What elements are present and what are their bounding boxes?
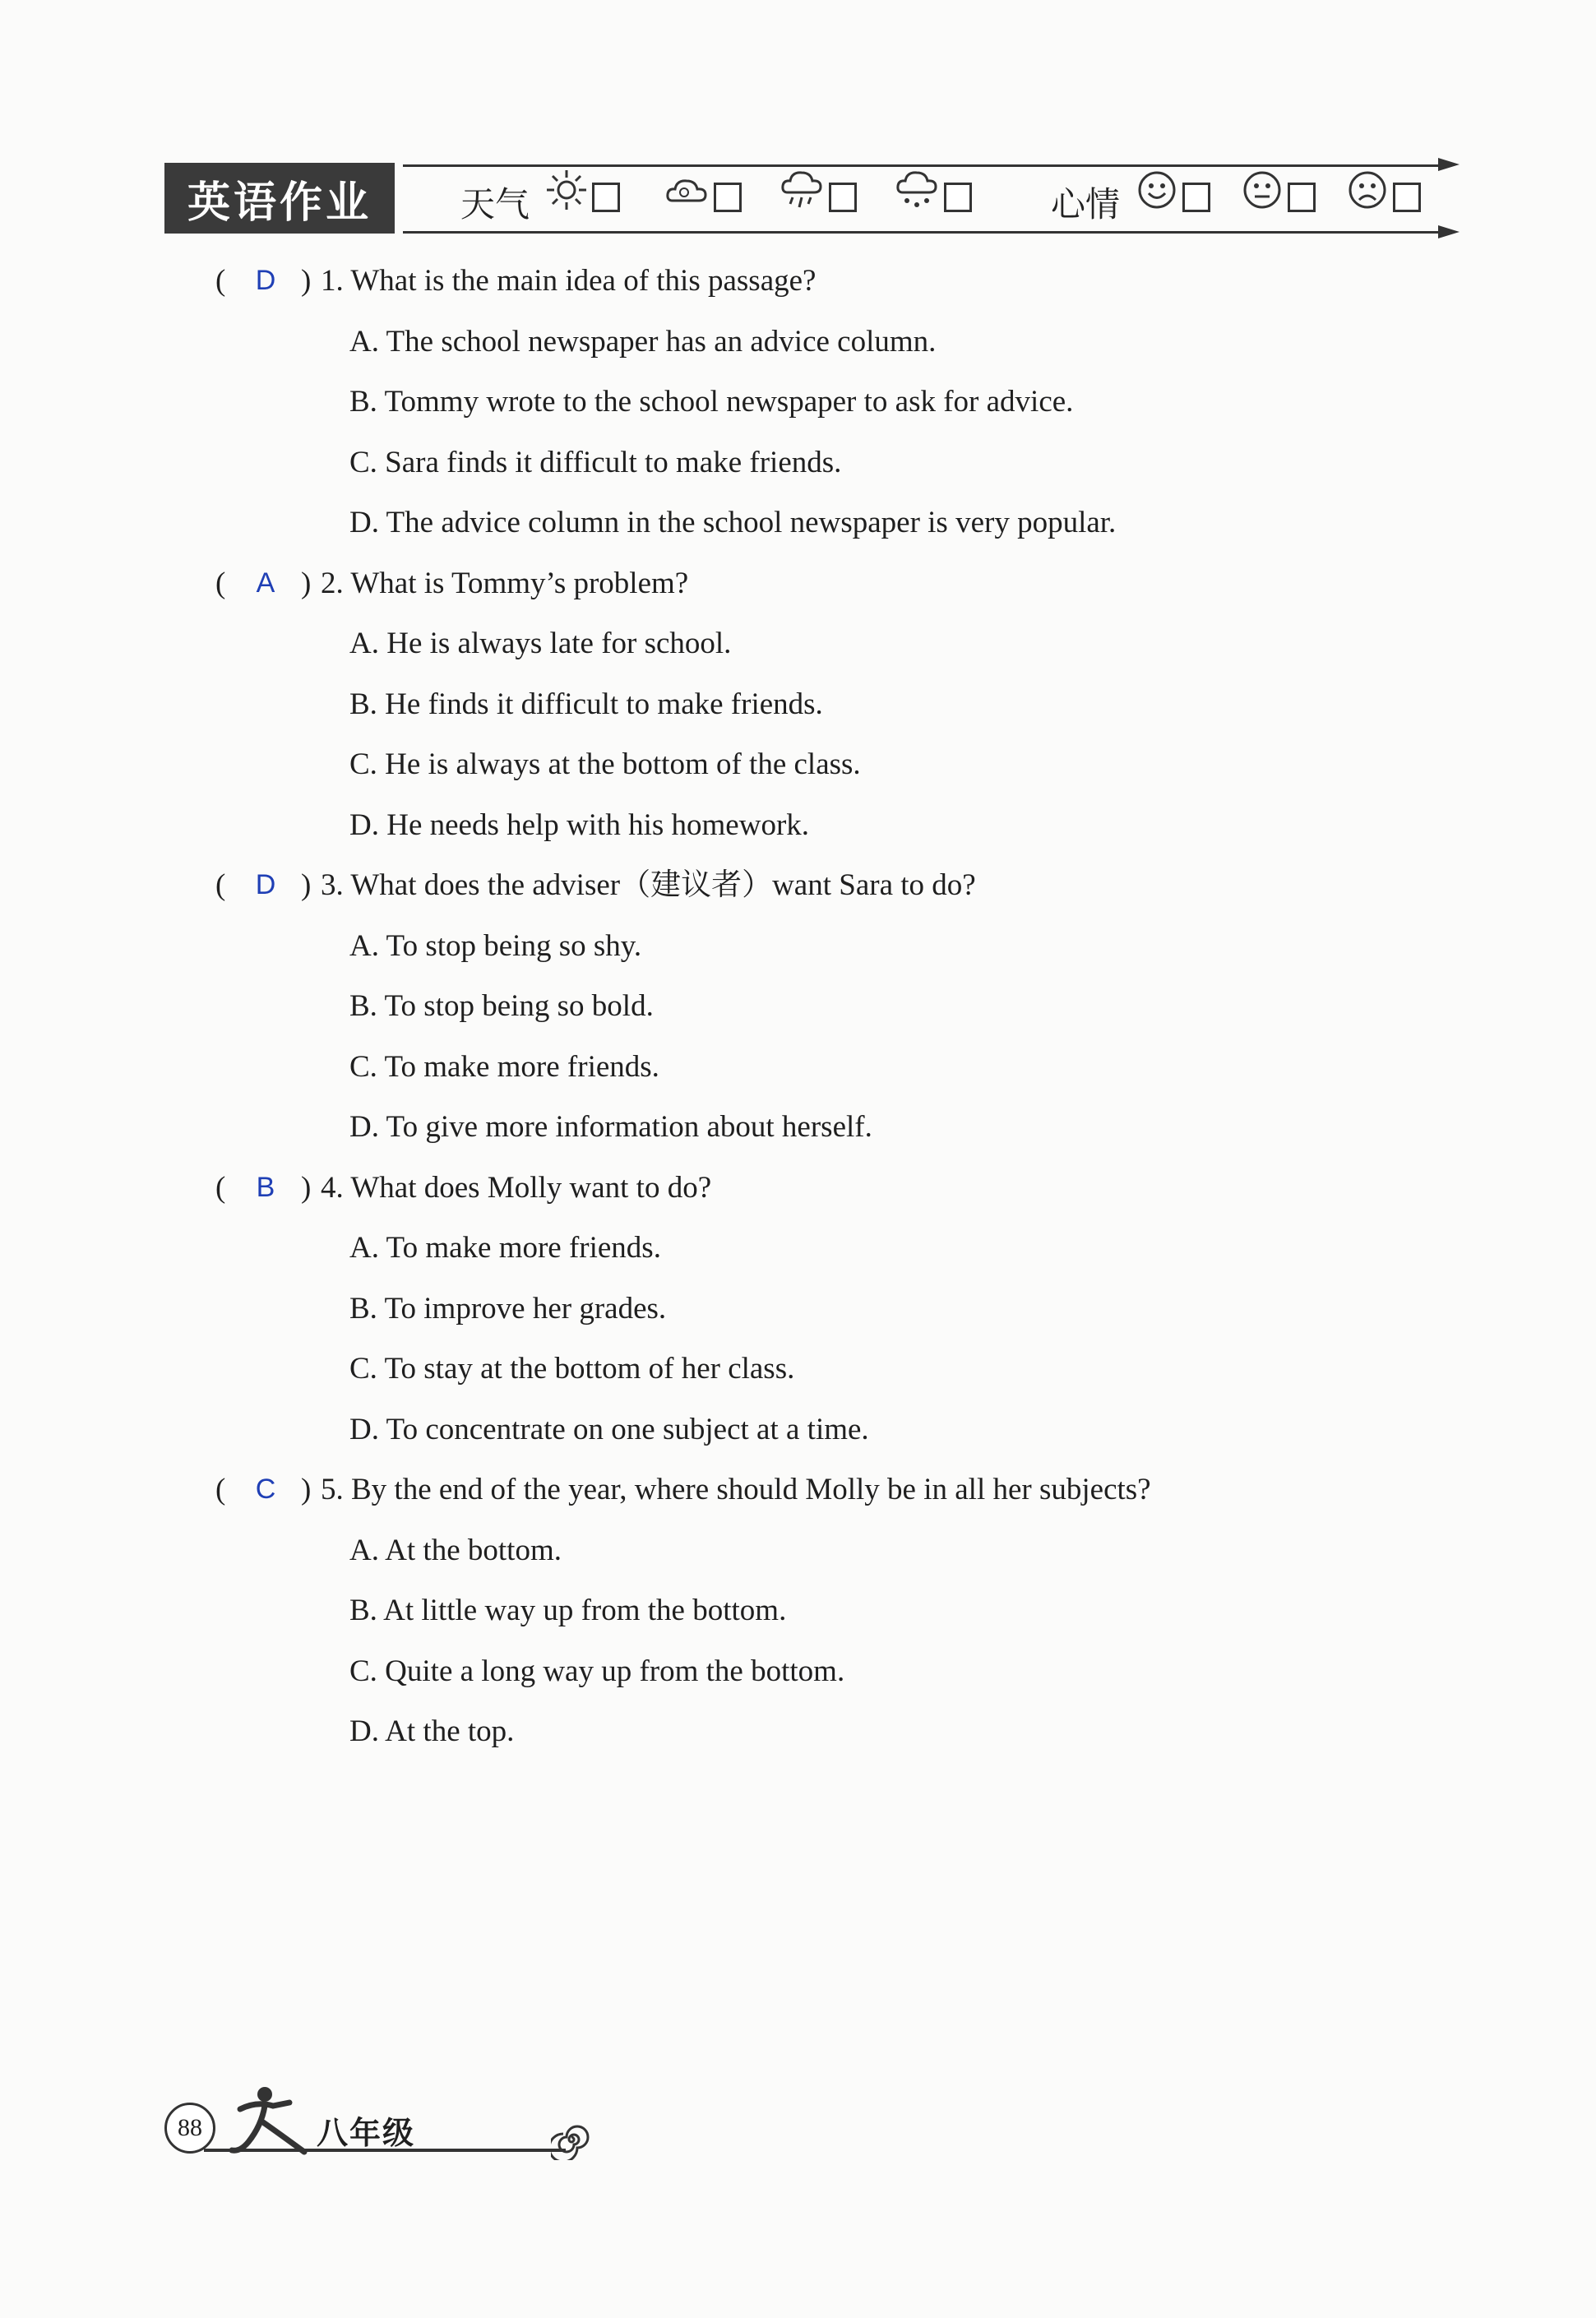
option-b: B. At little way up from the bottom. bbox=[349, 1594, 787, 1627]
happy-checkbox[interactable] bbox=[1182, 183, 1210, 212]
sunny-checkbox[interactable] bbox=[592, 183, 620, 212]
answer-mark: C bbox=[255, 1474, 276, 1505]
runner-logo-icon bbox=[207, 2084, 314, 2158]
open-paren: ( bbox=[215, 566, 226, 600]
snow-icon bbox=[895, 168, 939, 212]
neutral-face-icon bbox=[1240, 168, 1284, 212]
snow-checkbox[interactable] bbox=[944, 183, 972, 212]
arrow-right-icon bbox=[1438, 158, 1460, 171]
option-a: A. The school newspaper has an advice column. bbox=[349, 324, 937, 359]
happy-face-icon bbox=[1135, 168, 1179, 212]
option-c: C. To make more friends. bbox=[349, 1049, 659, 1084]
question-item bbox=[215, 855, 1449, 1158]
question-item bbox=[215, 1460, 1449, 1762]
option-c: C. To stay at the bottom of her class. bbox=[349, 1352, 795, 1386]
option-d: D. To give more information about herself. bbox=[349, 1110, 872, 1144]
weather-label: 天气 bbox=[460, 184, 530, 224]
rain-checkbox[interactable] bbox=[829, 183, 857, 212]
close-paren: ) bbox=[301, 264, 312, 298]
mood-label: 心情 bbox=[1051, 184, 1121, 224]
close-paren: ) bbox=[301, 868, 312, 902]
question-prompt: What does Molly want to do? bbox=[350, 1170, 712, 1205]
question-prompt: What is the main idea of this passage? bbox=[350, 264, 817, 298]
sad-face-icon bbox=[1345, 168, 1390, 212]
open-paren: ( bbox=[215, 264, 226, 298]
option-b: B. He finds it difficult to make friends. bbox=[349, 687, 823, 721]
page-header bbox=[164, 146, 1460, 237]
option-d: D. At the top. bbox=[349, 1714, 515, 1748]
option-d: D. To concentrate on one subject at a time. bbox=[349, 1412, 869, 1446]
close-paren: ) bbox=[301, 566, 312, 600]
question-number: 5. bbox=[321, 1473, 344, 1506]
question-stem bbox=[215, 553, 1449, 614]
answer-mark: B bbox=[256, 1171, 275, 1203]
question-prompt: What is Tommy’s problem? bbox=[350, 566, 689, 600]
answer-mark: D bbox=[255, 869, 276, 900]
cloudy-checkbox[interactable] bbox=[714, 183, 742, 212]
rain-icon bbox=[779, 168, 824, 212]
section-title: 英语作业 bbox=[164, 163, 395, 234]
option-a: A. To make more friends. bbox=[349, 1231, 661, 1265]
cloudy-icon bbox=[664, 168, 709, 212]
grade-label: 八年级 bbox=[317, 2115, 416, 2151]
spiral-icon bbox=[551, 2119, 592, 2160]
answer-mark: D bbox=[255, 265, 276, 296]
option-b: B. To improve her grades. bbox=[349, 1291, 667, 1326]
question-item bbox=[215, 553, 1449, 856]
answer-mark: A bbox=[256, 567, 275, 599]
question-text bbox=[321, 553, 688, 614]
question-number: 2. bbox=[321, 566, 344, 600]
question-stem bbox=[215, 251, 1449, 312]
page-footer bbox=[164, 2084, 592, 2175]
option-c: C. Quite a long way up from the bottom. bbox=[349, 1654, 845, 1688]
question-stem bbox=[215, 855, 1449, 916]
question-text bbox=[321, 1158, 711, 1219]
page-number: 88 bbox=[164, 2103, 215, 2154]
option-b: B. To stop being so bold. bbox=[349, 989, 654, 1023]
close-paren: ) bbox=[301, 1473, 312, 1506]
option-a: A. He is always late for school. bbox=[349, 627, 732, 660]
question-item bbox=[215, 251, 1449, 553]
option-c: C. Sara finds it difficult to make friends. bbox=[349, 445, 842, 479]
question-item bbox=[215, 1158, 1449, 1460]
sun-icon bbox=[544, 168, 589, 212]
question-list bbox=[215, 251, 1449, 1762]
header-rule-top bbox=[403, 164, 1450, 167]
question-stem bbox=[215, 1460, 1449, 1520]
question-number: 3. bbox=[321, 868, 344, 902]
question-prompt: What does the adviser（建议者）want Sara to do? bbox=[350, 868, 976, 902]
option-d: D. The advice column in the school newspaper is very popular. bbox=[349, 506, 1117, 539]
question-text bbox=[321, 1460, 1151, 1520]
open-paren: ( bbox=[215, 1473, 226, 1506]
option-a: A. To stop being so shy. bbox=[349, 928, 642, 963]
question-number: 4. bbox=[321, 1170, 344, 1205]
option-c: C. He is always at the bottom of the class. bbox=[349, 747, 861, 781]
open-paren: ( bbox=[215, 1170, 226, 1205]
sad-checkbox[interactable] bbox=[1393, 183, 1421, 212]
question-text bbox=[321, 251, 816, 312]
question-stem bbox=[215, 1158, 1449, 1219]
option-d: D. He needs help with his homework. bbox=[349, 807, 810, 842]
open-paren: ( bbox=[215, 868, 226, 902]
option-b: B. Tommy wrote to the school newspaper to ask for advice. bbox=[349, 385, 1074, 419]
question-text bbox=[321, 855, 976, 916]
question-prompt: By the end of the year, where should Molly be in all her subjects? bbox=[351, 1473, 1151, 1506]
option-a: A. At the bottom. bbox=[349, 1533, 562, 1567]
arrow-right-icon bbox=[1438, 225, 1460, 238]
close-paren: ) bbox=[301, 1170, 312, 1205]
neutral-checkbox[interactable] bbox=[1288, 183, 1316, 212]
header-rule-bottom bbox=[403, 231, 1450, 234]
question-number: 1. bbox=[321, 264, 344, 298]
